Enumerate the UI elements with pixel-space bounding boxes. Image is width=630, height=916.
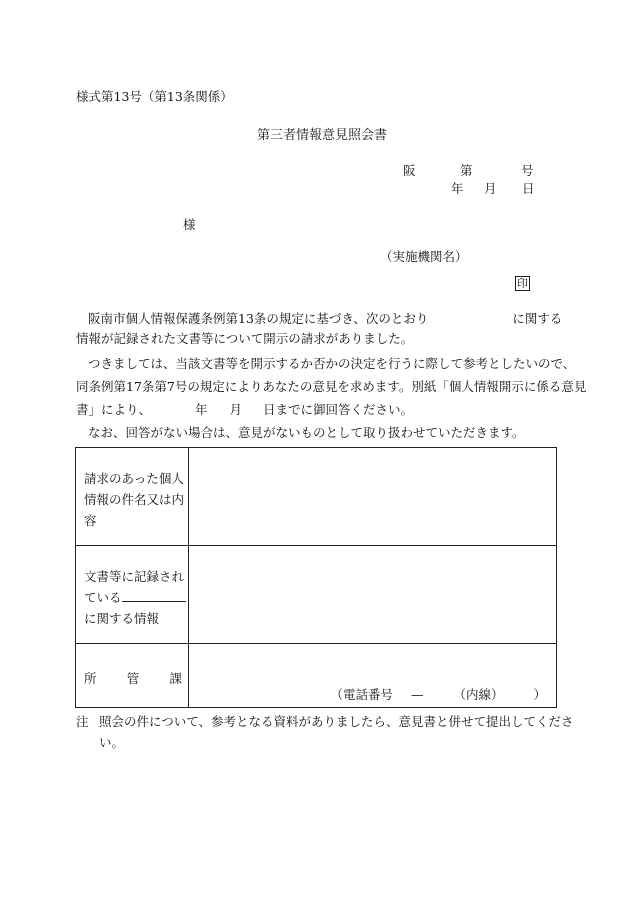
phone-number-line xyxy=(330,685,546,703)
note-line-1: 照会の件について、参考となる資料がありましたら、意見書と併せて提出してくださ xyxy=(99,714,574,729)
seal-mark: 印 xyxy=(517,277,528,290)
recorded-info-value-cell[interactable] xyxy=(189,546,557,644)
department-label-cell xyxy=(76,644,189,708)
department-value-cell[interactable] xyxy=(189,644,557,708)
close-paren: ） xyxy=(533,687,546,702)
extension-label: （内線） xyxy=(453,687,504,702)
p1-text-a: 阪南市個人情報保護条例第13条の規定に基づき、次のとおり xyxy=(88,311,429,326)
p2-text-d: 日までに御回答ください。 xyxy=(263,402,414,417)
addressee-suffix: 様 xyxy=(183,217,196,232)
ref-prefix: 阪 xyxy=(403,163,416,178)
p2-year: 年 xyxy=(195,402,208,417)
date-year: 年 xyxy=(451,181,464,196)
p1-text-b: に関する xyxy=(512,311,563,326)
request-subject-label-cell xyxy=(76,448,189,546)
date-day: 日 xyxy=(522,181,535,196)
note-mark: 注 xyxy=(76,714,89,729)
p2-text-c: 書」により、 xyxy=(76,402,152,417)
body-paragraph-2-line-3 xyxy=(76,404,560,417)
table-row xyxy=(76,546,557,644)
body-paragraph-2-line-1 xyxy=(76,356,576,371)
p2-text-a: つきましては、当該文書等を開示するか否かの決定を行うに際して参考としたいので、 xyxy=(88,356,576,371)
ref-dai: 第 xyxy=(460,163,473,178)
note-line-2: い。 xyxy=(99,735,125,750)
ref-go: 号 xyxy=(521,163,534,178)
request-subject-label: 請求のあった個人情報の件名又は内容 xyxy=(84,471,185,528)
blank-line xyxy=(122,589,186,602)
table-row xyxy=(76,644,557,708)
info-table xyxy=(75,447,557,708)
body-paragraph-2-line-2: 同条例第17条第7号の規定によりあなたの意見を求めます。別紙「個人情報開示に係る意見 xyxy=(76,379,587,394)
table-row xyxy=(76,448,557,546)
body-paragraph-1-line-2: 情報が記録された文書等について開示の請求がありました。 xyxy=(76,331,414,346)
body-paragraph-3 xyxy=(76,427,560,440)
phone-dash: — xyxy=(410,687,424,702)
p2-month: 月 xyxy=(229,402,243,417)
document-title: 第三者情報意見照会書 xyxy=(257,128,388,143)
body-paragraph-1-line-1 xyxy=(76,311,563,326)
p3-text: なお、回答がない場合は、意見がないものとして取り扱わせていただきます。 xyxy=(88,425,525,440)
department-label: 所 管 課 xyxy=(84,671,182,686)
phone-label: （電話番号 xyxy=(330,687,393,702)
recorded-info-label-cell xyxy=(76,546,189,644)
date-month: 月 xyxy=(484,181,497,196)
recorded-info-label: 文書等に記録されている に関する情報 xyxy=(84,569,185,626)
form-number: 様式第13号（第13条関係） xyxy=(76,89,233,104)
request-subject-value-cell[interactable] xyxy=(189,448,557,546)
agency-label: （実施機関名） xyxy=(380,249,468,264)
